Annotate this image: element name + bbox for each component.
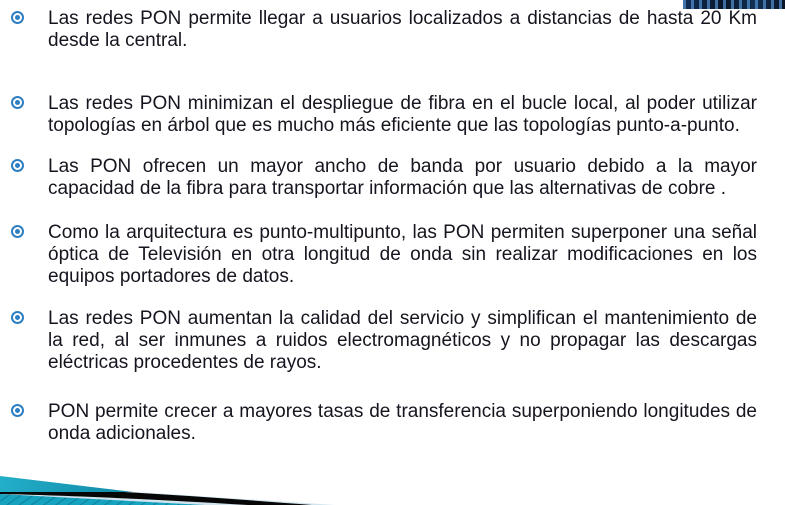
bullet-item bbox=[0, 156, 785, 200]
bullet-item bbox=[0, 8, 785, 52]
bottom-left-decoration bbox=[0, 475, 340, 505]
fisheye-bullet-icon bbox=[11, 96, 24, 109]
fisheye-bullet-icon bbox=[11, 225, 24, 238]
decoration-teal-arrow bbox=[0, 476, 133, 492]
fisheye-bullet-icon bbox=[11, 404, 24, 417]
bullet-item bbox=[0, 401, 785, 445]
fisheye-bullet-icon bbox=[11, 11, 24, 24]
bullet-text: Como la arquitectura es punto-multipunto, las PON permiten superponer una señal óptica de Televisión en otra longitud de onda sin realizar modificaciones en los equipos portadores de datos. bbox=[48, 222, 757, 287]
bullet-item bbox=[0, 308, 785, 374]
bullet-text: Las redes PON aumentan la calidad del servicio y simplifican el mantenimiento de la red, al ser inmunes a ruidos electromagnéticos y no propagar las descargas eléctricas procedentes de rayos. bbox=[48, 308, 757, 373]
bullet-text: PON permite crecer a mayores tasas de transferencia superponiendo longitudes de onda adicionales. bbox=[48, 401, 757, 444]
fisheye-bullet-icon bbox=[11, 159, 24, 172]
bullet-text: Las redes PON permite llegar a usuarios localizados a distancias de hasta 20 Km desde la central. bbox=[48, 8, 757, 51]
bullet-item bbox=[0, 222, 785, 288]
bullet-text: Las redes PON minimizan el despliegue de fibra en el bucle local, al poder utilizar topologías en árbol que es mucho más eficiente que las topologías punto-a-punto. bbox=[48, 93, 757, 136]
bullet-text: Las PON ofrecen un mayor ancho de banda por usuario debido a la mayor capacidad de la fibra para transportar información que las alternativas de cobre . bbox=[48, 156, 757, 199]
bullet-item bbox=[0, 93, 785, 137]
fisheye-bullet-icon bbox=[11, 311, 24, 324]
